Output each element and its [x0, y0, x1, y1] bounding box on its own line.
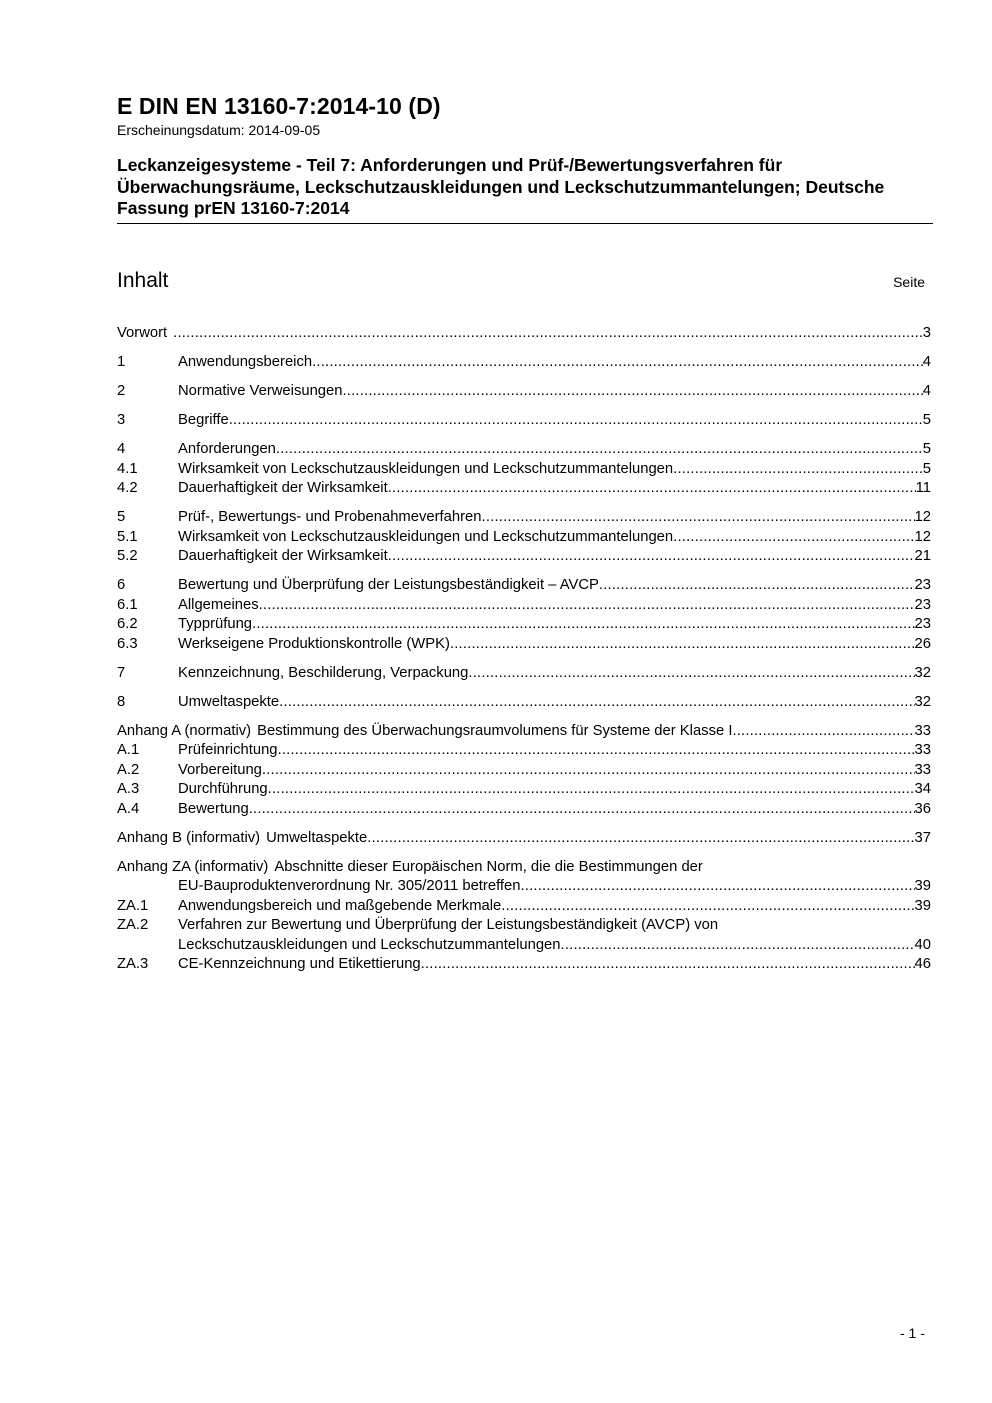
- toc-entry-title: Dauerhaftigkeit der Wirksamkeit: [178, 548, 388, 564]
- toc-leader-dots: [482, 508, 915, 528]
- toc-entry-number: Anhang B (informativ): [117, 829, 261, 846]
- toc-entry-number: 7: [117, 664, 126, 681]
- document-title: E DIN EN 13160-7:2014-10 (D): [117, 93, 441, 119]
- toc-entry[interactable]: [117, 460, 931, 480]
- toc-entry-page: 36: [914, 800, 931, 817]
- toc-entry-title: Prüfeinrichtung: [178, 742, 278, 758]
- toc-entry-page: 40: [914, 936, 931, 953]
- toc-entry[interactable]: [117, 780, 931, 800]
- toc-leader-dots: [268, 780, 915, 800]
- toc-entry[interactable]: [117, 741, 931, 761]
- toc-leader-dots: [312, 353, 923, 373]
- publication-date: Erscheinungsdatum: 2014-09-05: [117, 122, 321, 138]
- toc-entry[interactable]: [117, 596, 931, 616]
- table-of-contents: [117, 324, 931, 975]
- document-subtitle: Leckanzeigesysteme - Teil 7: Anforderungen und Prüf-/Bewertungsverfahren für Überwachungsräume, Leckschutzauskleidungen und Leckschutzummantelungen; Deutsche Fassung prEN 13160-7:2014: [117, 155, 933, 224]
- toc-leader-dots: [468, 664, 914, 684]
- toc-entry-title: Normative Verweisungen: [178, 383, 343, 399]
- toc-leader-dots: [732, 722, 914, 742]
- toc-entry-number: A.2: [117, 761, 140, 778]
- toc-leader-dots: [599, 576, 915, 596]
- page-number: - 1 -: [900, 1325, 925, 1341]
- toc-entry-title: Kennzeichnung, Beschilderung, Verpackung: [178, 664, 469, 681]
- toc-entry-number: 5: [117, 509, 126, 525]
- toc-entry-title: Typprüfung: [178, 616, 253, 632]
- toc-entry-number: ZA.3: [117, 956, 149, 972]
- toc-entry-page: 5: [922, 441, 931, 457]
- toc-entry-title: Allgemeines: [178, 596, 259, 613]
- toc-entry-title: Begriffe: [178, 412, 229, 428]
- toc-entry[interactable]: [117, 508, 931, 528]
- toc-entry[interactable]: [117, 547, 931, 567]
- toc-entry-title: Dauerhaftigkeit der Wirksamkeit: [178, 480, 388, 496]
- toc-entry[interactable]: [117, 897, 931, 917]
- toc-entry-title: Anwendungsbereich: [178, 354, 313, 370]
- toc-leader-dots: [249, 800, 915, 820]
- toc-leader-dots: [229, 411, 923, 431]
- toc-entry-page: 23: [914, 616, 931, 632]
- toc-entry-title: Verfahren zur Bewertung und Überprüfung der Leistungsbeständigkeit (AVCP) von: [178, 917, 719, 933]
- toc-entry-title: CE-Kennzeichnung und Etikettierung: [178, 956, 421, 972]
- toc-entry-page: 12: [914, 509, 931, 525]
- toc-entry[interactable]: [117, 829, 931, 849]
- toc-entry-page: 32: [914, 693, 931, 710]
- toc-leader-dots: [450, 635, 915, 655]
- toc-entry-page: 12: [914, 528, 931, 545]
- toc-entry-title: Bestimmung des Überwachungsraumvolumens für Systeme der Klasse I: [257, 722, 733, 739]
- toc-entry-title: Wirksamkeit von Leckschutzauskleidungen und Leckschutzummantelungen: [178, 528, 674, 545]
- toc-leader-dots: [279, 693, 914, 713]
- toc-entry-page: 37: [914, 829, 931, 846]
- toc-entry[interactable]: [117, 800, 931, 820]
- toc-entry-number: 4.2: [117, 480, 138, 496]
- toc-entry-page: 39: [914, 878, 931, 894]
- toc-entry-title: Umweltaspekte: [266, 829, 368, 846]
- toc-leader-dots: [276, 440, 923, 460]
- toc-leader-dots: [343, 382, 923, 402]
- toc-leader-dots: [278, 741, 915, 761]
- toc-heading: Inhalt: [117, 269, 169, 292]
- page-column-label: Seite: [893, 274, 925, 290]
- toc-leader-dots: [388, 479, 916, 499]
- toc-entry-title-continuation: Leckschutzauskleidungen und Leckschutzummantelungen: [178, 936, 561, 953]
- toc-entry-title: Bewertung: [178, 800, 249, 817]
- toc-entry[interactable]: [117, 479, 931, 499]
- toc-entry-page: 23: [914, 577, 931, 593]
- toc-entry-page: 4: [922, 383, 931, 399]
- toc-leader-dots: [173, 324, 923, 344]
- toc-header: [117, 268, 925, 294]
- toc-entry-page: 5: [922, 412, 931, 428]
- toc-entry-number: 1: [117, 354, 126, 370]
- toc-leader-dots: [259, 596, 915, 616]
- toc-entry-number: ZA.2: [117, 917, 149, 933]
- toc-entry-title: Umweltaspekte: [178, 693, 280, 710]
- toc-entry-number: 3: [117, 412, 126, 428]
- toc-leader-dots: [501, 897, 914, 917]
- toc-entry-number: 4.1: [117, 460, 138, 477]
- toc-entry-page: 23: [914, 596, 931, 613]
- toc-entry-page: 26: [914, 635, 931, 652]
- toc-entry-page: 46: [914, 956, 931, 972]
- toc-entry[interactable]: [117, 761, 931, 781]
- toc-entry-page: 39: [914, 897, 931, 914]
- toc-entry-title-continuation: EU-Bauproduktenverordnung Nr. 305/2011 betreffen: [178, 878, 521, 894]
- toc-entry-title: Prüf-, Bewertungs- und Probenahmeverfahren: [178, 509, 482, 525]
- toc-entry[interactable]: [117, 411, 931, 431]
- toc-entry-page: 11: [915, 480, 931, 496]
- toc-entry-title: Wirksamkeit von Leckschutzauskleidungen und Leckschutzummantelungen: [178, 460, 674, 477]
- toc-entry-page: 5: [922, 460, 931, 477]
- toc-entry-title: Werkseigene Produktionskontrolle (WPK): [178, 635, 450, 652]
- toc-leader-dots: [367, 829, 914, 849]
- toc-entry-page: 4: [922, 354, 931, 370]
- toc-entry-number: 6.1: [117, 596, 138, 613]
- toc-entry-number: 8: [117, 693, 126, 710]
- toc-entry-page: 21: [914, 548, 931, 564]
- toc-entry-page: 3: [922, 325, 931, 341]
- toc-entry-page: 34: [914, 781, 931, 797]
- toc-entry[interactable]: [117, 576, 931, 596]
- toc-leader-dots: [252, 615, 914, 635]
- toc-entry[interactable]: [117, 440, 931, 460]
- toc-entry-number: Vorwort: [117, 325, 168, 341]
- toc-entry-title: Durchführung: [178, 781, 268, 797]
- toc-entry[interactable]: [117, 955, 931, 975]
- toc-entry[interactable]: [117, 858, 931, 878]
- toc-entry-page: 33: [914, 742, 931, 758]
- toc-entry-number: A.1: [117, 742, 140, 758]
- document-header: [117, 92, 933, 224]
- toc-entry-continuation-row[interactable]: [117, 877, 931, 897]
- toc-entry-number: 6.2: [117, 616, 138, 632]
- toc-entry-page: 33: [914, 761, 931, 778]
- toc-entry-title: Anwendungsbereich und maßgebende Merkmale: [178, 897, 502, 914]
- toc-entry-number: Anhang ZA (informativ): [117, 858, 269, 875]
- toc-leader-dots: [520, 877, 914, 897]
- toc-entry-number: 6.3: [117, 635, 138, 652]
- toc-entry[interactable]: [117, 353, 931, 373]
- toc-leader-dots: [388, 547, 915, 567]
- toc-entry-number: A.3: [117, 781, 140, 797]
- toc-entry[interactable]: [117, 635, 931, 655]
- toc-entry-number: 5.2: [117, 548, 138, 564]
- toc-entry[interactable]: [117, 324, 931, 344]
- toc-entry-number: ZA.1: [117, 897, 149, 914]
- toc-leader-dots: [421, 955, 915, 975]
- toc-entry-number: 6: [117, 577, 126, 593]
- toc-entry[interactable]: [117, 722, 931, 742]
- toc-entry[interactable]: [117, 693, 931, 713]
- toc-entry-title: Anforderungen: [178, 441, 276, 457]
- toc-entry-page: 32: [914, 664, 931, 681]
- toc-entry-number: 4: [117, 441, 126, 457]
- toc-leader-dots: [262, 761, 915, 781]
- toc-entry[interactable]: [117, 615, 931, 635]
- toc-leader-dots: [673, 528, 914, 548]
- toc-entry-number: 2: [117, 383, 126, 399]
- toc-entry-title: Bewertung und Überprüfung der Leistungsbeständigkeit – AVCP: [178, 577, 599, 593]
- toc-entry[interactable]: [117, 528, 931, 548]
- toc-entry-number: Anhang A (normativ): [117, 722, 252, 739]
- toc-entry-page: 33: [914, 722, 931, 739]
- toc-entry-number: A.4: [117, 800, 140, 817]
- toc-entry-continuation-row[interactable]: [117, 936, 931, 956]
- toc-entry[interactable]: [117, 382, 931, 402]
- toc-entry[interactable]: [117, 916, 931, 936]
- toc-leader-dots: [561, 936, 915, 956]
- toc-entry-number: 5.1: [117, 528, 138, 545]
- toc-entry-title: Vorbereitung: [178, 761, 262, 778]
- toc-entry-title: Abschnitte dieser Europäischen Norm, die die Bestimmungen der: [274, 858, 703, 875]
- toc-leader-dots: [673, 460, 923, 480]
- toc-entry[interactable]: [117, 664, 931, 684]
